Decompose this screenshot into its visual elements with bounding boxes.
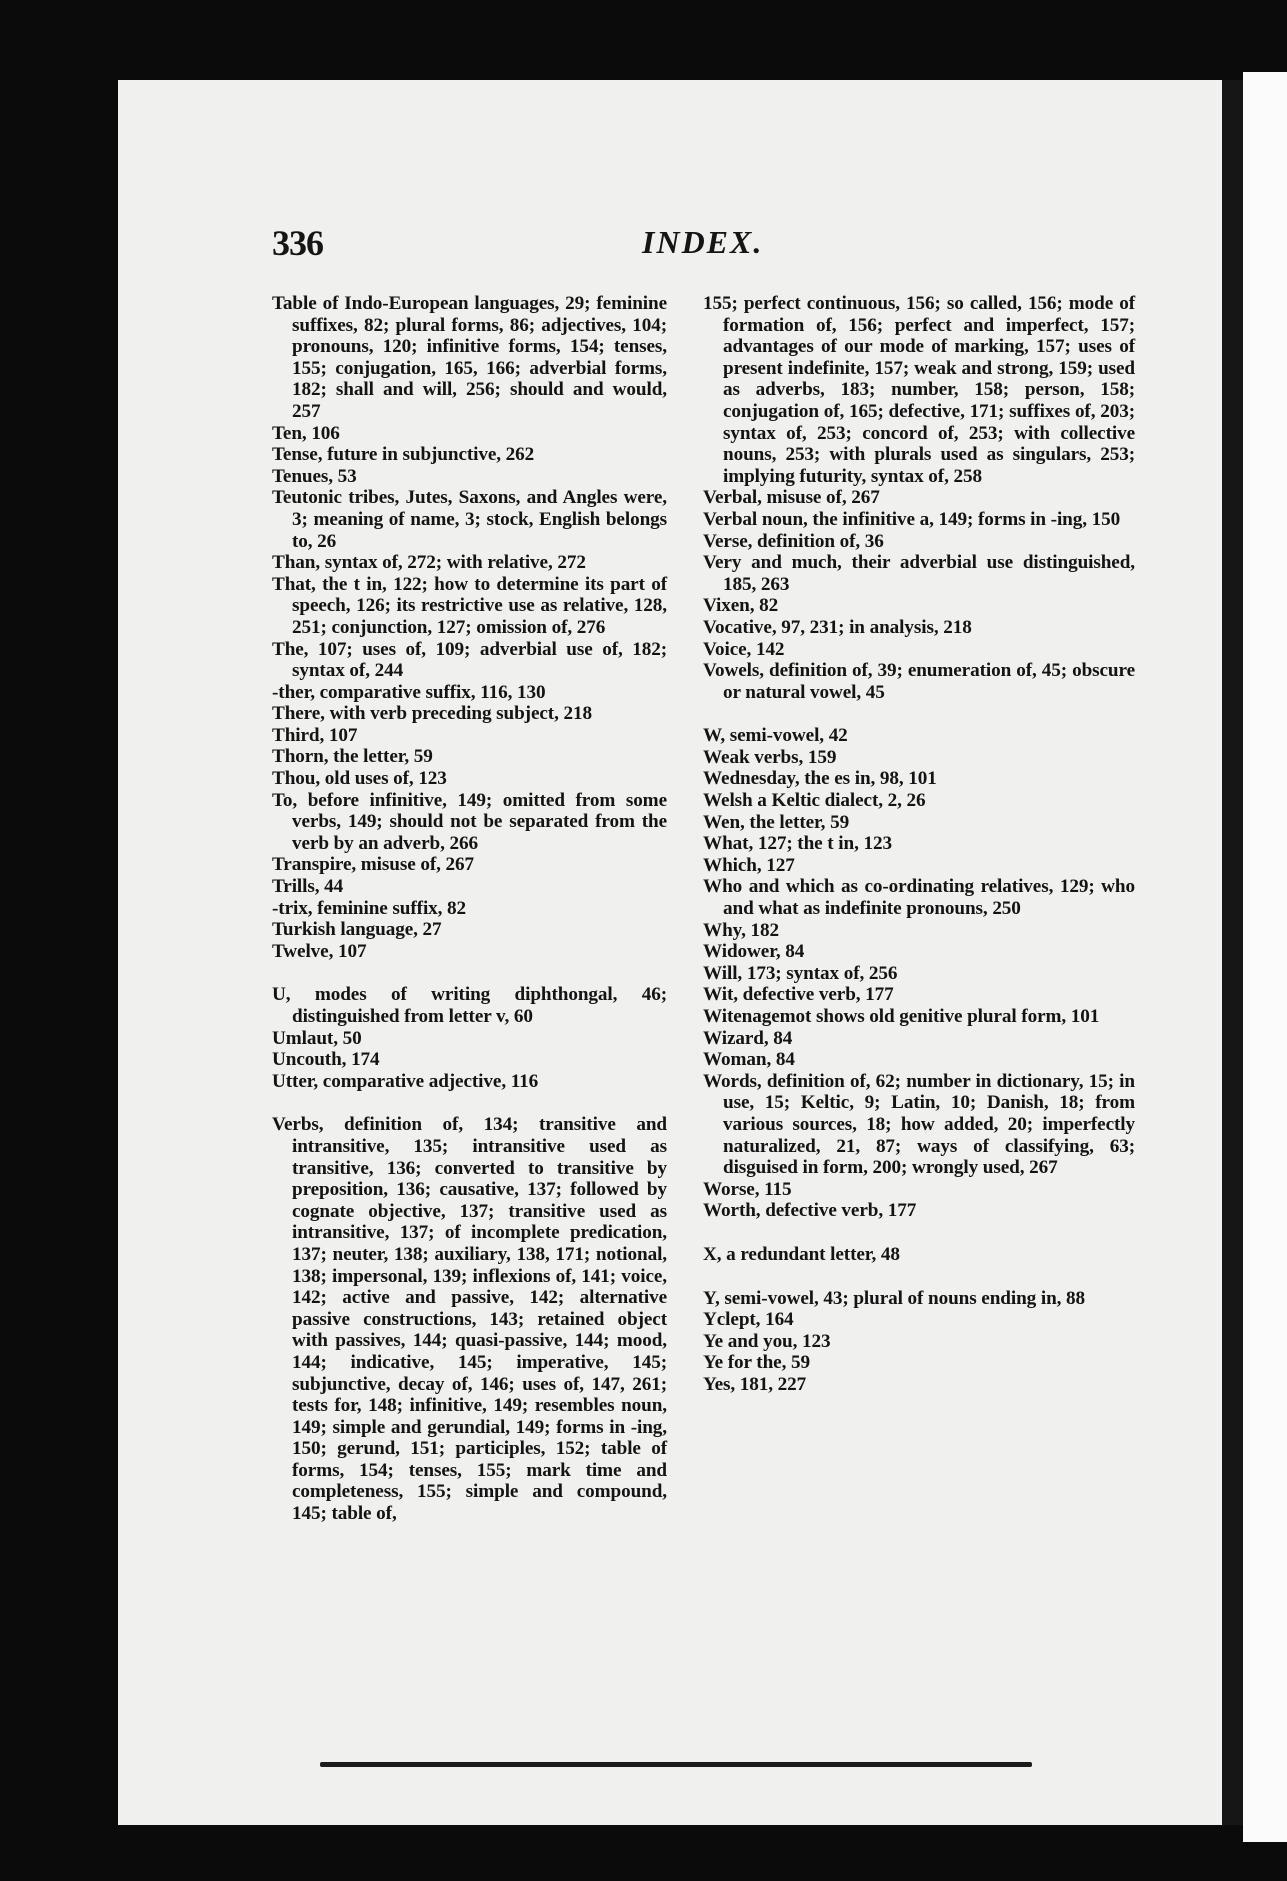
index-entry: Vixen, 82 [703,595,779,617]
index-entry: Vocative, 97, 231; in analysis, 218 [703,616,972,638]
index-entry: Weak verbs, 159 [703,746,837,768]
index-entry: Wen, the letter, 59 [703,811,850,833]
page-number: 336 [272,223,323,263]
index-entry: Wit, defective verb, 177 [703,984,894,1006]
index-column-left [272,293,667,1525]
index-entry: Welsh a Keltic dialect, 2, 26 [703,790,926,812]
index-entry: -trix, feminine suffix, 82 [272,897,467,919]
index-entry: Ten, 106 [272,422,340,444]
index-entry: Which, 127 [703,854,795,876]
section-gap [703,703,1135,725]
index-entry: -ther, comparative suffix, 116, 130 [272,681,546,703]
index-entry: Very and much, their adverbial use distinguished, 185, 263 [703,552,1135,595]
section-gap [272,1092,667,1114]
page-title: INDEX. [642,224,764,260]
index-entry: Thorn, the letter, 59 [272,746,433,768]
index-entry: Utter, comparative adjective, 116 [272,1070,539,1092]
index-entry: Teutonic tribes, Jutes, Saxons, and Angles were, 3; meaning of name, 3; stock, English belongs to, 26 [272,487,667,552]
index-entry: Twelve, 107 [272,940,367,962]
index-entry: Than, syntax of, 272; with relative, 272 [272,552,586,574]
index-entry: Verse, definition of, 36 [703,530,884,552]
index-entry: Transpire, misuse of, 267 [272,854,474,876]
index-entry: Wizard, 84 [703,1027,793,1049]
index-entry: Tense, future in subjunctive, 262 [272,444,535,466]
index-entry: Third, 107 [272,724,358,746]
index-entry: Verbal noun, the infinitive a, 149; forms in -ing, 150 [703,508,1121,530]
index-entry: Widower, 84 [703,941,805,963]
index-entry: Verbal, misuse of, 267 [703,487,880,509]
index-entry: 155; perfect continuous, 156; so called, 156; mode of formation of, 156; perfect and imperfect, 157; advantages of our mode of marking, 157; uses of present indefinite, 157; weak and strong, 159; used as adverbs, 183; number, 158; person, 158; conjugation of, 165; defective, 171; suffixes of, 203; syntax of, 253; concord of, 253; with collective nouns, 253; with plurals used as singulars, 253; implying futurity, syntax of, 258 [703,293,1135,487]
index-entry: Vowels, definition of, 39; enumeration of, 45; obscure or natural vowel, 45 [703,660,1135,703]
index-entry: There, with verb preceding subject, 218 [272,703,592,725]
index-entry: Ye and you, 123 [703,1330,831,1352]
index-entry: U, modes of writing diphthongal, 46; distinguished from letter v, 60 [272,984,667,1027]
index-entry: Voice, 142 [703,638,785,660]
index-entry: Turkish language, 27 [272,919,442,941]
index-entry: What, 127; the t in, 123 [703,833,892,855]
index-entry: Ye for the, 59 [703,1352,810,1374]
section-gap [272,962,667,984]
index-entry: Who and which as co-ordinating relatives, 129; who and what as indefinite pronouns, 250 [703,876,1135,920]
index-column-right [703,293,1135,1396]
page-gutter [1222,80,1243,1825]
index-entry: Words, definition of, 62; number in dictionary, 15; in use, 15; Keltic, 9; Latin, 10; Danish, 18; from various sources, 18; how added, 20; imperfectly naturalized, 21, 87; ways of classifying, 63; disguised in form, 200; wrongly used, 267 [703,1070,1135,1179]
index-entry: Yes, 181, 227 [703,1373,807,1395]
index-entry: That, the t in, 122; how to determine its part of speech, 126; its restrictive use as relative, 128, 251; conjunction, 127; omission of, 276 [272,573,667,638]
index-entry: Yclept, 164 [703,1309,794,1331]
index-entry: Worth, defective verb, 177 [703,1200,917,1222]
scan-border-left [0,80,118,1825]
index-entry: Wednesday, the es in, 98, 101 [703,768,937,790]
index-entry: Y, semi-vowel, 43; plural of nouns ending in, 88 [703,1287,1086,1309]
index-entry: Uncouth, 174 [272,1049,380,1071]
index-entry: Trills, 44 [272,876,344,898]
bottom-rule [320,1762,1032,1767]
index-entry: Verbs, definition of, 134; transitive and intransitive, 135; intransitive used as transitive, 136; converted to transitive by preposition, 136; causative, 137; followed by cognate objective, 137; transitive used as intransitive, 137; of incomplete predication, 137; neuter, 138; auxiliary, 138, 171; notional, 138; impersonal, 139; inflexions of, 141; voice, 142; active and passive, 142; alternative passive constructions, 143; retained object with passives, 144; quasi-passive, 144; mood, 144; indicative, 145; imperative, 145; subjunctive, decay of, 146; uses of, 147, 261; tests for, 148; infinitive, 149; resembles noun, 149; simple and gerundial, 149; forms in -ing, 150; gerund, 151; participles, 152; table of forms, 154; tenses, 155; mark time and completeness, 155; simple and compound, 145; table of, [272,1114,667,1525]
facing-page-edge [1243,72,1287,1842]
section-gap [703,1266,1135,1288]
index-entry: Thou, old uses of, 123 [272,768,447,790]
index-entry: X, a redundant letter, 48 [703,1243,900,1265]
index-entry: Woman, 84 [703,1049,795,1071]
index-entry: Tenues, 53 [272,465,357,487]
index-entry: Table of Indo-European languages, 29; feminine suffixes, 82; plural forms, 86; adjectives, 104; pronouns, 120; infinitive forms, 154; tenses, 155; conjugation, 165, 166; adverbial forms, 182; shall and will, 256; should and would, 257 [272,293,667,422]
section-gap [703,1222,1135,1244]
index-entry: W, semi-vowel, 42 [703,725,848,747]
index-entry: Will, 173; syntax of, 256 [703,962,898,984]
index-entry: Why, 182 [703,919,779,941]
index-entry: Umlaut, 50 [272,1027,362,1049]
index-entry: The, 107; uses of, 109; adverbial use of, 182; syntax of, 244 [272,638,667,682]
page-header [272,222,1127,278]
index-entry: Witenagemot shows old genitive plural form, 101 [703,1006,1100,1027]
index-entry: To, before infinitive, 149; omitted from some verbs, 149; should not be separated from the verb by an adverb, 266 [272,789,667,854]
index-entry: Worse, 115 [703,1178,792,1200]
